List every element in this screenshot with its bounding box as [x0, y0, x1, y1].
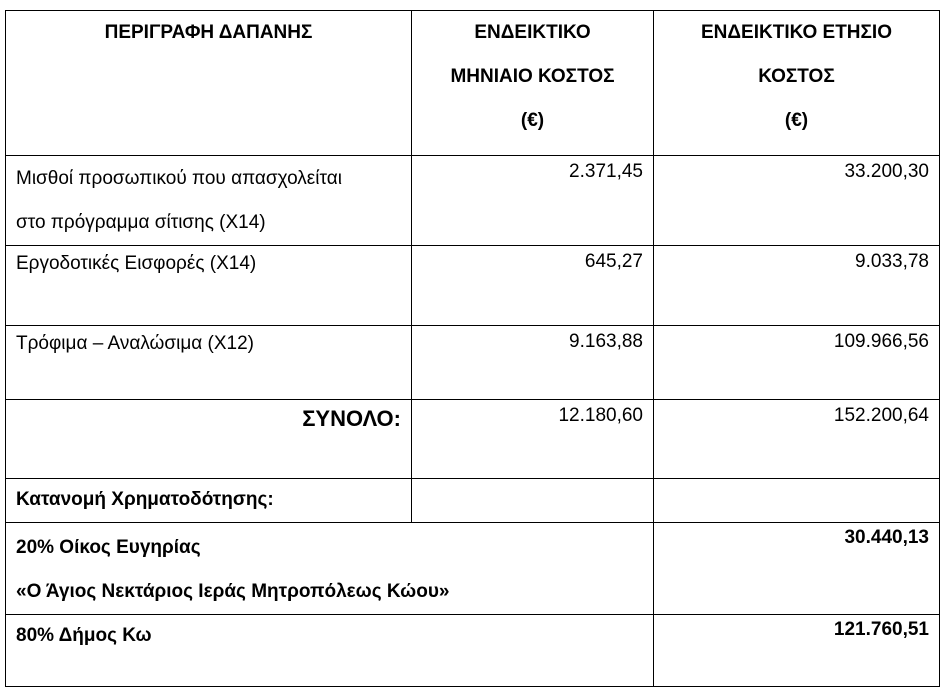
allocation-amount-municipality: 121.760,51	[654, 615, 940, 687]
total-label: ΣΥΝΟΛΟ:	[6, 400, 412, 479]
row-monthly-contributions: 645,27	[412, 246, 654, 326]
total-row	[6, 400, 940, 479]
total-yearly: 152.200,64	[654, 400, 940, 479]
allocation-row	[6, 615, 940, 687]
allocation-header-row	[6, 479, 940, 523]
row-monthly-salaries: 2.371,45	[412, 156, 654, 246]
allocation-label: Κατανομή Χρηματοδότησης:	[6, 479, 412, 523]
allocation-empty-yearly	[654, 479, 940, 523]
allocation-empty-monthly	[412, 479, 654, 523]
row-yearly-salaries: 33.200,30	[654, 156, 940, 246]
header-description: ΠΕΡΙΓΡΑΦΗ ΔΑΠΑΝΗΣ	[6, 11, 412, 156]
cost-table	[5, 10, 940, 687]
header-row	[6, 11, 940, 156]
row-description-food: Τρόφιμα – Αναλώσιμα (Χ12)	[6, 326, 412, 400]
allocation-item-municipality: 80% Δήμος Κω	[6, 615, 654, 687]
row-description-contributions: Εργοδοτικές Εισφορές (Χ14)	[6, 246, 412, 326]
row-description-salaries: Μισθοί προσωπικού που απασχολείται στο πρόγραμμα σίτισης (Χ14)	[6, 156, 412, 246]
table-row	[6, 246, 940, 326]
header-yearly-cost: ΕΝΔΕΙΚΤΙΚΟ ΕΤΗΣΙΟ ΚΟΣΤΟΣ (€)	[654, 11, 940, 156]
table-row	[6, 326, 940, 400]
allocation-amount-nursing-home: 30.440,13	[654, 523, 940, 615]
total-monthly: 12.180,60	[412, 400, 654, 479]
row-monthly-food: 9.163,88	[412, 326, 654, 400]
allocation-row	[6, 523, 940, 615]
row-yearly-contributions: 9.033,78	[654, 246, 940, 326]
row-yearly-food: 109.966,56	[654, 326, 940, 400]
header-monthly-cost: ΕΝΔΕΙΚΤΙΚΟ ΜΗΝΙΑΙΟ ΚΟΣΤΟΣ (€)	[412, 11, 654, 156]
table-row	[6, 156, 940, 246]
allocation-item-nursing-home: 20% Οίκος Ευγηρίας «Ο Άγιος Νεκτάριος Ιεράς Μητροπόλεως Κώου»	[6, 523, 654, 615]
